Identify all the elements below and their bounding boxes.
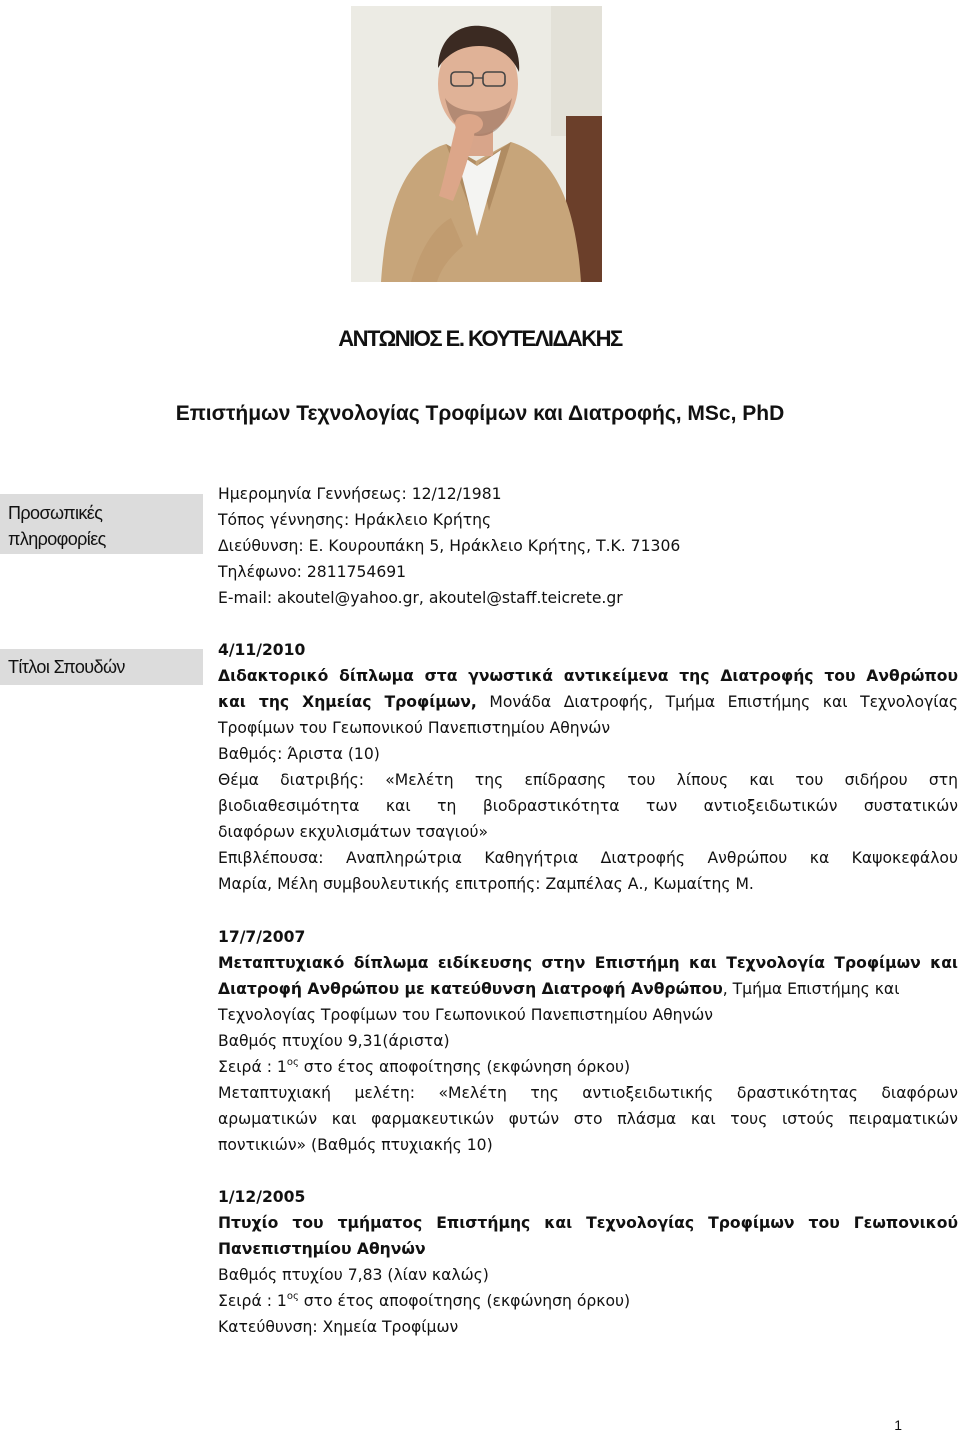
bsc-title-line1: Πτυχίο του τμήματος Επιστήμης και Τεχνολογίας Τροφίμων του Γεωπονικού	[218, 1214, 958, 1232]
phd-thesis-line1: Θέμα διατριβής: «Μελέτη της επίδρασης του λίπους και του σιδήρου στη	[218, 771, 958, 789]
professional-title: Επιστήμων Τεχνολογίας Τροφίμων και Διατροφής, MSc, PhD	[175, 402, 785, 425]
phd-date: 4/11/2010	[218, 641, 306, 659]
page-number: 1	[894, 1417, 902, 1433]
msc-title-line2-bold: Διατροφή Ανθρώπου με κατεύθυνση Διατροφή Ανθρώπου	[218, 980, 723, 998]
personal-info-label-box	[0, 494, 203, 554]
bsc-date: 1/12/2005	[218, 1188, 306, 1206]
phd-title-line2-rest: Μονάδα Διατροφής, Τμήμα Επιστήμης και Τεχνολογίας	[476, 693, 959, 711]
msc-rank-sup: ος	[286, 1056, 299, 1068]
msc-study-line2: αρωματικών και φαρμακευτικών φυτών στο πλάσμα και τους ιστούς πειραματικών	[218, 1110, 958, 1128]
phd-title-line2	[218, 689, 958, 715]
phd-title-line2-bold: και της Χημείας Τροφίμων,	[218, 693, 477, 711]
studies-label-box	[0, 649, 203, 685]
msc-date: 17/7/2007	[218, 928, 306, 946]
phd-institution: Τροφίμων του Γεωπονικού Πανεπιστημίου Αθηνών	[218, 719, 611, 737]
msc-study-line1: Μεταπτυχιακή μελέτη: «Μελέτη της αντιοξειδωτικής δραστικότητας διαφόρων	[218, 1084, 958, 1102]
msc-title-line1: Μεταπτυχιακό δίπλωμα ειδίκευσης στην Επιστήμη και Τεχνολογία Τροφίμων και	[218, 954, 958, 972]
email: E-mail: akoutel@yahoo.gr, akoutel@staff.teicrete.gr	[218, 589, 623, 607]
bsc-title-line2: Πανεπιστημίου Αθηνών	[218, 1240, 426, 1258]
person-name: ΑΝΤΩΝΙΟΣ Ε. ΚΟΥΤΕΛΙΔΑΚΗΣ	[338, 326, 622, 351]
msc-study-line3: ποντικιών» (Βαθμός πτυχιακής 10)	[218, 1136, 493, 1154]
phd-supervisor-line2: Μαρία, Μέλη συμβουλευτικής επιτροπής: Ζαμπέλας Α., Κωμαίτης Μ.	[218, 875, 754, 893]
phd-thesis-line3: διαφόρων εκχυλισμάτων τσαγιού»	[218, 823, 489, 841]
phd-supervisor-line1: Επιβλέπουσα: Αναπληρώτρια Καθηγήτρια Διατροφής Ανθρώπου κα Καψοκεφάλου	[218, 849, 958, 867]
phd-title-line1: Διδακτορικό δίπλωμα στα γνωστικά αντικείμενα της Διατροφής του Ανθρώπου	[218, 667, 958, 685]
msc-institution: Τεχνολογίας Τροφίμων του Γεωπονικού Πανεπιστημίου Αθηνών	[218, 1006, 714, 1024]
msc-rank-prefix: Σειρά : 1	[218, 1058, 287, 1076]
profile-photo	[351, 6, 602, 282]
personal-info-label-line2: πληροφορίες	[8, 529, 106, 549]
phd-entry	[218, 637, 958, 897]
portrait-photo-icon	[351, 6, 602, 282]
personal-info-label-line1: Προσωπικές	[8, 503, 103, 523]
bsc-grade: Βαθμός πτυχίου 7,83 (λίαν καλώς)	[218, 1266, 489, 1284]
address: Διεύθυνση: Ε. Κουρουπάκη 5, Ηράκλειο Κρήτης, Τ.Κ. 71306	[218, 537, 681, 555]
msc-rank	[218, 1054, 958, 1080]
msc-rank-suffix: στο έτος αποφοίτησης (εκφώνηση όρκου)	[298, 1058, 631, 1076]
msc-title-line2-rest: , Τμήμα Επιστήμης και	[722, 980, 900, 998]
bsc-rank	[218, 1288, 958, 1314]
bsc-entry	[218, 1184, 958, 1340]
bsc-rank-prefix: Σειρά : 1	[218, 1292, 287, 1310]
studies-label: Τίτλοι Σπουδών	[8, 657, 125, 677]
bsc-rank-sup: ος	[286, 1290, 299, 1302]
msc-grade: Βαθμός πτυχίου 9,31(άριστα)	[218, 1032, 450, 1050]
msc-entry	[218, 924, 958, 1158]
phd-thesis-line2: βιοδιαθεσιμότητα και τη βιοδραστικότητα των αντιοξειδωτικών συστατικών	[218, 797, 958, 815]
bsc-direction: Κατεύθυνση: Χημεία Τροφίμων	[218, 1318, 459, 1336]
phd-grade: Βαθμός: Άριστα (10)	[218, 745, 380, 763]
personal-info-section	[218, 481, 958, 611]
birth-date: Ημερομηνία Γεννήσεως: 12/12/1981	[218, 485, 502, 503]
phone: Τηλέφωνο: 2811754691	[218, 563, 407, 581]
msc-title-line2	[218, 976, 958, 1002]
birth-place: Τόπος γέννησης: Ηράκλειο Κρήτης	[218, 511, 492, 529]
bsc-rank-suffix: στο έτος αποφοίτησης (εκφώνηση όρκου)	[298, 1292, 631, 1310]
